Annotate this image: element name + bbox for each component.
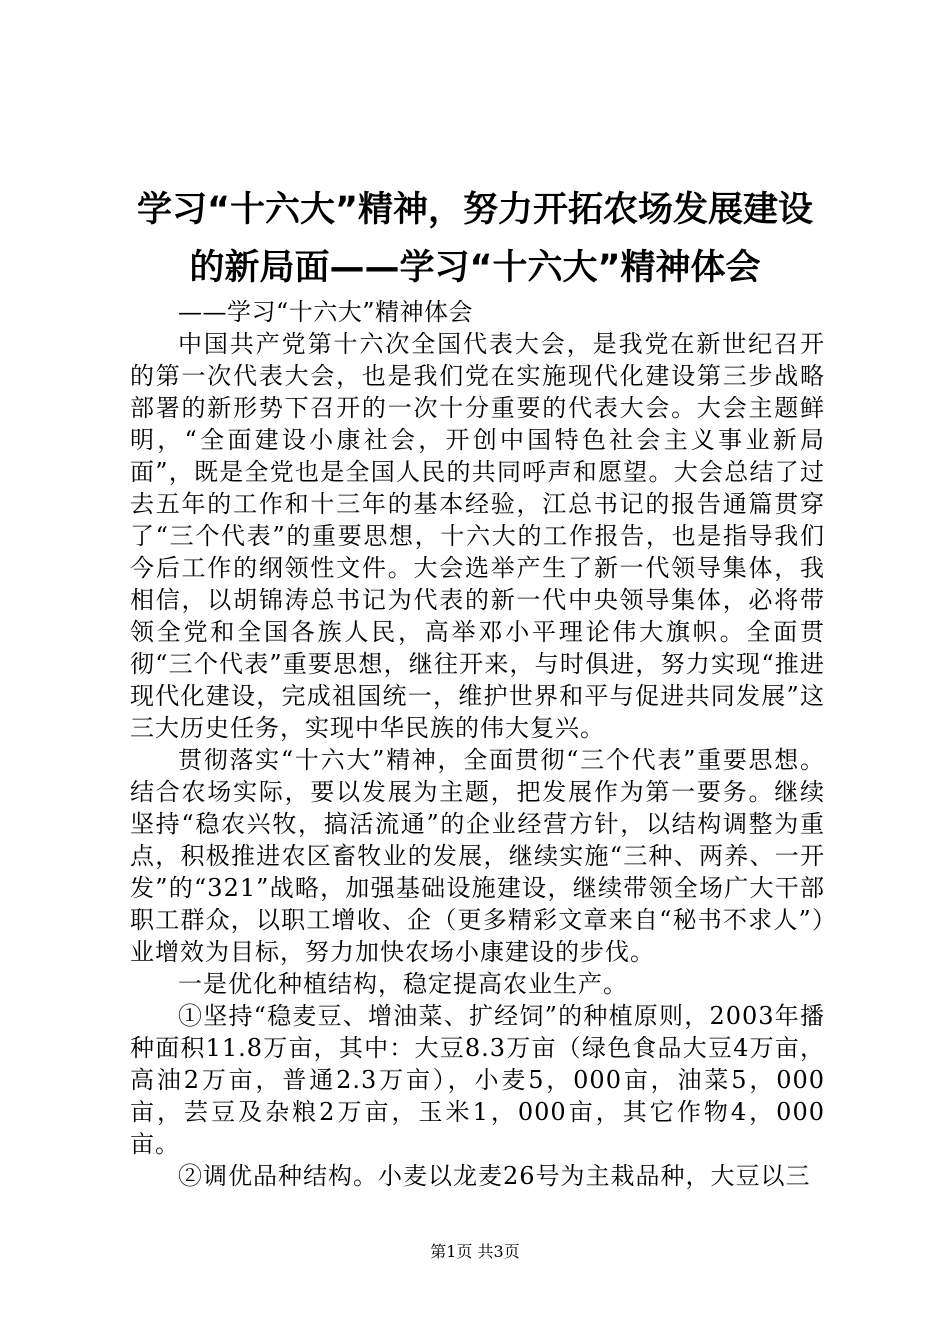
document-body xyxy=(130,296,825,1192)
paragraph-3: 一是优化种植结构，稳定提高农业生产。 xyxy=(178,970,628,998)
paragraph-4: ①坚持“稳麦豆、增油菜、扩经饲”的种植原则，2003年播种面积11.8万亩，其中：大豆8.3万亩（绿色食品大豆4万亩，高油2万亩，普通2.3万亩），小麦5，000亩，油菜5，000亩，芸豆及杂粮2万亩，玉米1，000亩，其它作物4，000亩。 xyxy=(130,1002,825,1158)
document-title-line-2: 的新局面——学习“十六大”精神体会 xyxy=(189,248,761,288)
paragraph-2: 贯彻落实“十六大”精神，全面贯彻“三个代表”重要思想。结合农场实际，要以发展为主题，把发展作为第一要务。继续坚持“稳农兴牧，搞活流通”的企业经营方针，以结构调整为重点，积极推进农区畜牧业的发展，继续实施“三种、两养、一开发”的“321”战略，加强基础设施建设，继续带领全场广大干部职工群众，以职工增收、企（更多精彩文章来自“秘书不求人”）业增效为目标，努力加快农场小康建设的步伐。 xyxy=(130,746,825,966)
paragraph-5: ②调优品种结构。小麦以龙麦26号为主栽品种，大豆以三 xyxy=(178,1162,811,1190)
document-title-line-1: 学习“十六大”精神，努力开拓农场发展建设 xyxy=(136,190,813,230)
document-subtitle: ——学习“十六大”精神体会 xyxy=(178,298,474,326)
page-number-footer: 第1页 共3页 xyxy=(430,1242,520,1261)
paragraph-1: 中国共产党第十六次全国代表大会，是我党在新世纪召开的第一次代表大会，也是我们党在实施现代化建设第三步战略部署的新形势下召开的一次十分重要的代表大会。大会主题鲜明，“全面建设小康社会，开创中国特色社会主义事业新局面”，既是全党也是全国人民的共同呼声和愿望。大会总结了过去五年的工作和十三年的基本经验，江总书记的报告通篇贯穿了“三个代表”的重要思想，十六大的工作报告，也是指导我们今后工作的纲领性文件。大会选举产生了新一代领导集体，我相信，以胡锦涛总书记为代表的新一代中央领导集体，必将带领全党和全国各族人民，高举邓小平理论伟大旗帜。全面贯彻“三个代表”重要思想，继往开来，与时俱进，努力实现“推进现代化建设，完成祖国统一，维护世界和平与促进共同发展”这三大历史任务，实现中华民族的伟大复兴。 xyxy=(130,330,825,742)
